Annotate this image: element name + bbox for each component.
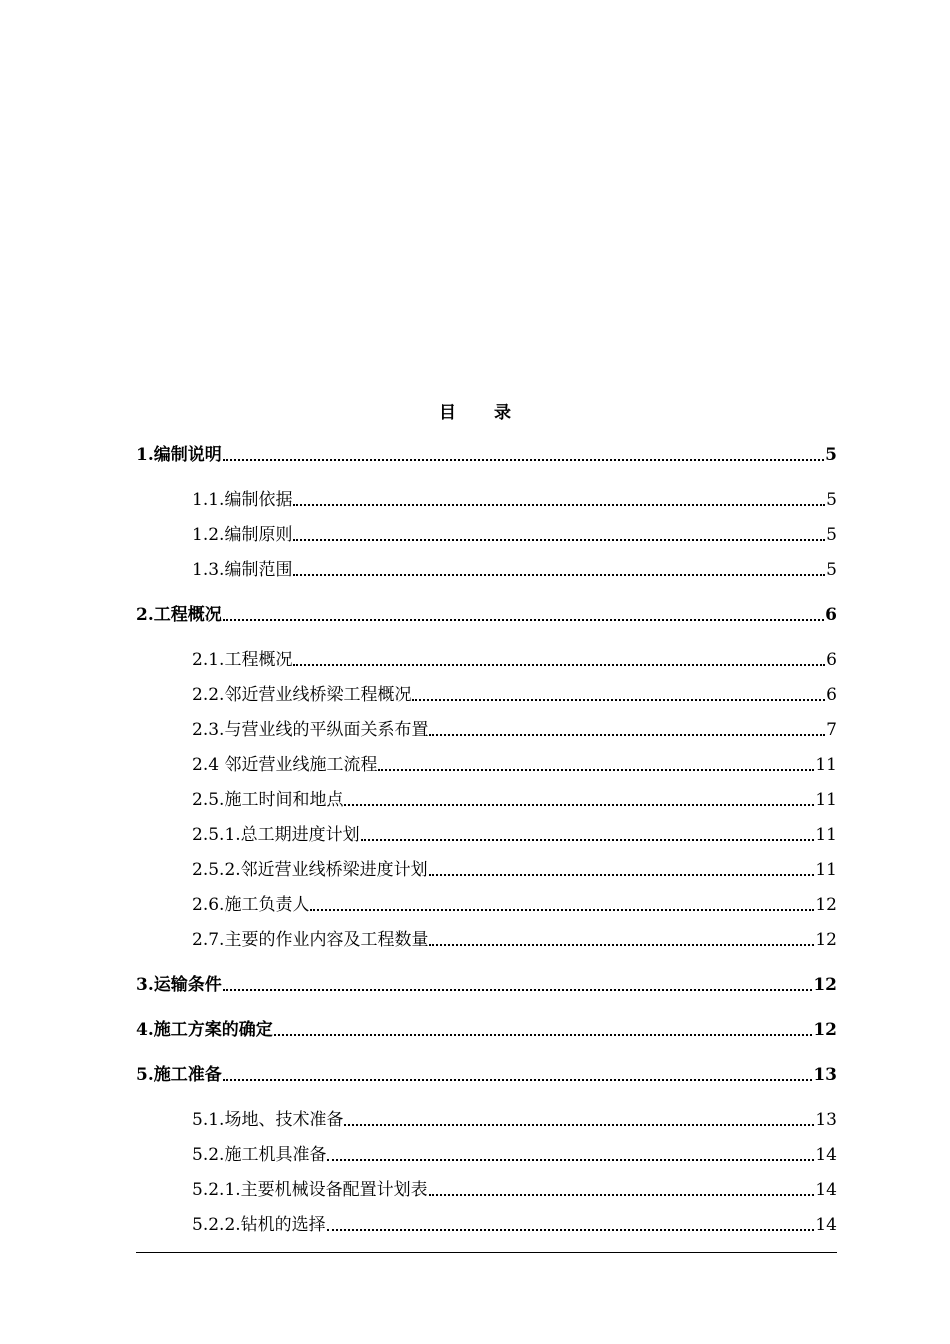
toc-dot-leader	[361, 823, 815, 847]
toc-entry-label: 4.施工方案的确定	[136, 1020, 273, 1040]
toc-entry-section[interactable]	[192, 648, 837, 672]
toc-entry-label: 1.3.编制范围	[192, 560, 293, 580]
toc-dot-leader	[293, 558, 825, 582]
toc-dot-leader	[223, 443, 824, 467]
toc-entry-page-number: 14	[815, 1180, 837, 1200]
toc-dot-leader	[344, 1108, 814, 1132]
toc-entry-page-number: 5	[826, 525, 837, 545]
toc-entry-section[interactable]	[192, 1178, 837, 1202]
toc-entry-page-number: 14	[815, 1145, 837, 1165]
toc-dot-leader	[293, 488, 825, 512]
toc-entry-label: 2.5.2.邻近营业线桥梁进度计划	[192, 860, 428, 880]
toc-entry-page-number: 6	[825, 605, 837, 625]
toc-entry-section[interactable]	[192, 683, 837, 707]
toc-entry-section[interactable]	[192, 858, 837, 882]
toc-entry-label: 2.4 邻近营业线施工流程	[192, 755, 378, 775]
toc-entry-label: 5.1.场地、技术准备	[192, 1110, 344, 1130]
toc-entry-section[interactable]	[192, 893, 837, 917]
toc-entry-chapter[interactable]	[136, 603, 837, 627]
toc-entry-label: 5.2.1.主要机械设备配置计划表	[192, 1180, 428, 1200]
toc-entry-page-number: 11	[815, 755, 837, 775]
toc-entry-page-number: 5	[825, 445, 837, 465]
toc-entry-section[interactable]	[192, 928, 837, 952]
toc-entry-page-number: 7	[826, 720, 837, 740]
toc-entry-label: 1.编制说明	[136, 445, 222, 465]
toc-title-char-1: 目	[439, 403, 456, 423]
toc-entry-label: 5.施工准备	[136, 1065, 222, 1085]
toc-entry-label: 2.1.工程概况	[192, 650, 293, 670]
toc-entry-page-number: 12	[813, 975, 837, 995]
toc-entry-page-number: 12	[813, 1020, 837, 1040]
toc-dot-leader	[310, 893, 814, 917]
toc-entry-label: 2.5.施工时间和地点	[192, 790, 344, 810]
toc-dot-leader	[429, 1178, 815, 1202]
toc-entry-section[interactable]	[192, 1143, 837, 1167]
toc-entry-label: 2.2.邻近营业线桥梁工程概况	[192, 685, 412, 705]
toc-entry-label: 5.2.2.钻机的选择	[192, 1215, 326, 1235]
toc-entry-section[interactable]	[192, 558, 837, 582]
toc-dot-leader	[327, 1213, 815, 1237]
toc-dot-leader	[223, 973, 813, 997]
toc-entry-section[interactable]	[192, 1108, 837, 1132]
toc-entry-page-number: 14	[815, 1215, 837, 1235]
toc-entry-label: 2.工程概况	[136, 605, 222, 625]
toc-dot-leader	[223, 1063, 813, 1087]
toc-entry-page-number: 11	[815, 825, 837, 845]
toc-dot-leader	[378, 753, 814, 777]
toc-entry-page-number: 11	[815, 860, 837, 880]
toc-dot-leader	[412, 683, 825, 707]
toc-entry-page-number: 13	[815, 1110, 837, 1130]
toc-entry-label: 2.7.主要的作业内容及工程数量	[192, 930, 429, 950]
toc-entry-label: 5.2.施工机具准备	[192, 1145, 327, 1165]
toc-dot-leader	[429, 858, 815, 882]
toc-entry-section[interactable]	[192, 488, 837, 512]
toc-entry-chapter[interactable]	[136, 443, 837, 467]
toc-entry-section[interactable]	[192, 718, 837, 742]
toc-entry-section[interactable]	[192, 1213, 837, 1237]
toc-entry-label: 1.1.编制依据	[192, 490, 293, 510]
toc-entry-section[interactable]	[192, 523, 837, 547]
toc-entry-section[interactable]	[192, 823, 837, 847]
toc-entry-page-number: 12	[815, 930, 837, 950]
toc-entry-label: 2.5.1.总工期进度计划	[192, 825, 360, 845]
toc-entry-page-number: 12	[815, 895, 837, 915]
toc-dot-leader	[429, 718, 825, 742]
toc-dot-leader	[223, 603, 824, 627]
toc-entry-page-number: 13	[813, 1065, 837, 1085]
toc-title	[0, 398, 950, 423]
toc-entry-label: 1.2.编制原则	[192, 525, 293, 545]
toc-title-char-2: 录	[494, 403, 511, 423]
toc-entry-section[interactable]	[192, 788, 837, 812]
toc-entry-page-number: 6	[826, 650, 837, 670]
toc-entry-page-number: 5	[826, 560, 837, 580]
toc-entry-page-number: 11	[815, 790, 837, 810]
toc-entry-label: 2.3.与营业线的平纵面关系布置	[192, 720, 429, 740]
toc-entry-label: 2.6.施工负责人	[192, 895, 310, 915]
toc-entry-page-number: 5	[826, 490, 837, 510]
footer-divider	[136, 1252, 837, 1253]
toc-dot-leader	[274, 1018, 813, 1042]
toc-entry-chapter[interactable]	[136, 1018, 837, 1042]
toc-dot-leader	[429, 928, 814, 952]
toc-entry-label: 3.运输条件	[136, 975, 222, 995]
toc-dot-leader	[293, 523, 825, 547]
toc-entry-chapter[interactable]	[136, 1063, 837, 1087]
toc-dot-leader	[327, 1143, 814, 1167]
toc-entry-page-number: 6	[826, 685, 837, 705]
toc-dot-leader	[344, 788, 814, 812]
toc-entry-section[interactable]	[192, 753, 837, 777]
toc-dot-leader	[293, 648, 825, 672]
toc-entry-chapter[interactable]	[136, 973, 837, 997]
